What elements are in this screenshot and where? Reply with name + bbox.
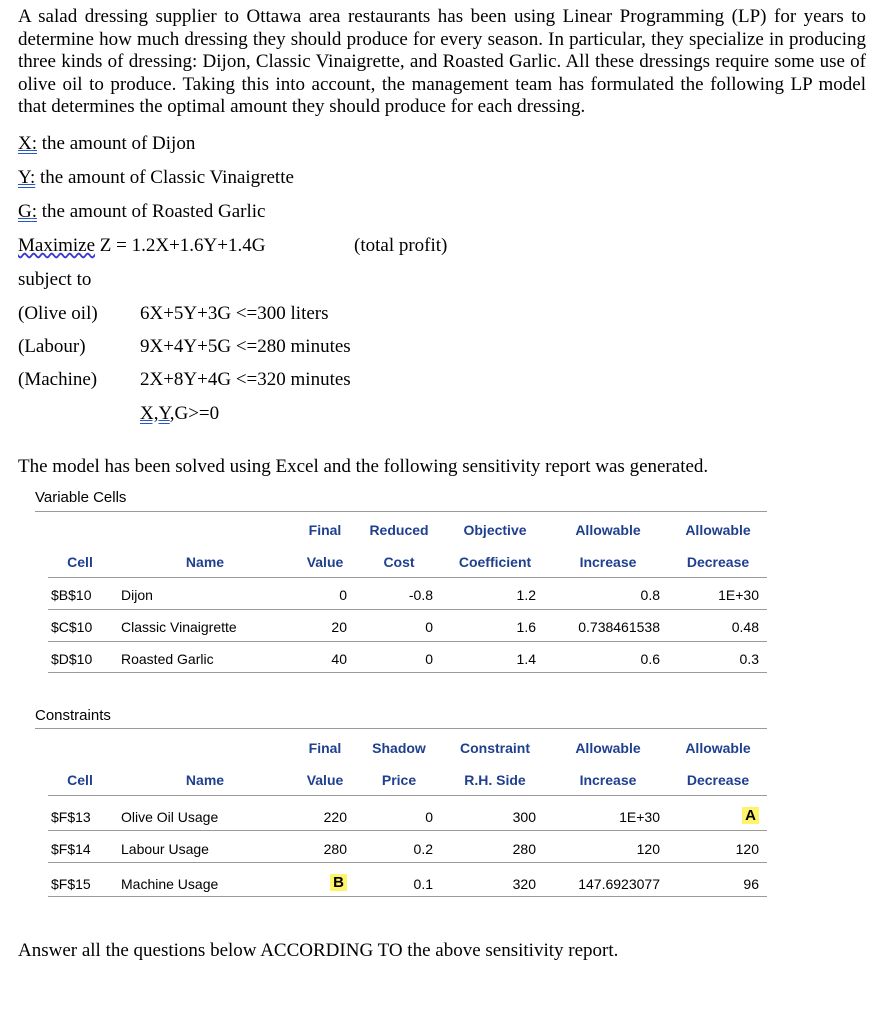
constraint-label: (Olive oil) [18,303,98,324]
final-value: 0 [339,587,347,603]
final-value: 220 [323,809,347,825]
col-header: Cost [383,554,415,570]
col-header: Decrease [686,554,750,570]
table-rule [48,672,767,673]
col-header: Value [306,772,344,788]
table-rule [35,511,767,512]
cell-ref: $C$10 [51,619,93,635]
unknown-a-highlight: A [742,807,759,824]
var-symbol: X: [18,133,38,154]
shadow-price: 0 [425,809,433,825]
col-header: Coefficient [458,554,532,570]
allowable-increase: 0.8 [640,587,660,603]
col-header: Final [308,740,342,756]
table-rule [48,609,767,610]
constraint-expression: 9X+4Y+5G <=280 minutes [140,336,351,357]
cell-name: Olive Oil Usage [121,809,219,825]
col-header: Increase [579,772,637,788]
allowable-increase: 0.738461538 [578,619,660,635]
allowable-increase: 120 [636,841,660,857]
cell-name: Machine Usage [121,876,219,892]
objective-function [18,235,265,257]
solved-text: The model has been solved using Excel and the following sensitivity report was generated. [18,456,709,477]
cell-ref: $D$10 [51,651,93,667]
allowable-increase: 0.6 [640,651,660,667]
cell-ref: $F$13 [51,809,91,825]
var-description: the amount of Dijon [37,133,196,154]
allowable-increase: 1E+30 [619,809,660,825]
constraint-rhs: 300 [512,809,536,825]
col-header: Shadow [372,740,426,756]
col-header: Name [185,554,225,570]
final-value [290,874,347,891]
allowable-increase: 147.6923077 [578,876,660,892]
allowable-decrease [670,807,759,824]
cell-ref: $F$14 [51,841,91,857]
subject-to: subject to [18,269,92,290]
var-def-x [18,133,195,155]
var-symbol: G: [18,201,38,222]
reduced-cost: -0.8 [408,587,433,603]
objective-coefficient: 1.4 [516,651,536,667]
col-header: Cell [67,554,93,570]
col-header: R.H. Side [464,772,526,788]
col-header: Allowable [685,740,751,756]
allowable-decrease: 0.48 [731,619,759,635]
var-def-g [18,201,265,223]
reduced-cost: 0 [425,619,433,635]
table-rule [48,830,767,831]
constraint-rhs: 320 [512,876,536,892]
allowable-decrease: 0.3 [739,651,759,667]
reduced-cost: 0 [425,651,433,667]
constraint-label: (Labour) [18,336,86,357]
unknown-b-highlight: B [330,874,347,891]
allowable-decrease: 1E+30 [718,587,759,603]
constraint-rhs: 280 [512,841,536,857]
cell-name: Classic Vinaigrette [121,619,237,635]
col-header: Allowable [575,522,641,538]
allowable-decrease: 96 [743,876,759,892]
variable-cells-title: Variable Cells [35,489,127,506]
cell-ref: $F$15 [51,876,91,892]
col-header: Value [306,554,344,570]
constraints-title: Constraints [35,707,111,724]
col-header: Increase [579,554,637,570]
nonnegativity-constraint: X,Y,G>=0 [140,403,220,424]
col-header: Allowable [575,740,641,756]
objective-expression: Z = 1.2X+1.6Y+1.4G [95,235,266,256]
var-description: the amount of Classic Vinaigrette [35,167,294,188]
var-description: the amount of Roasted Garlic [37,201,266,222]
table-rule [48,641,767,642]
cell-ref: $B$10 [51,587,92,603]
intro-paragraph: A salad dressing supplier to Ottawa area restaurants has been using Linear Programming (LP) for years to determine how much dressing they should produce for every season. In particular, they specialize in producing three kinds of dressing: Dijon, Classic Vinaigrette, and Roasted Garlic. All these dressings require some use of olive oil to produce. Taking this into account, the management team has formulated the following LP model that determines the optimal amount they should produce for each dressing. [18,6,866,117]
col-header: Allowable [685,522,751,538]
constraint-expression: 6X+5Y+3G <=300 liters [140,303,329,324]
shadow-price: 0.2 [413,841,433,857]
var-symbol: Y: [18,167,36,188]
col-header: Final [308,522,342,538]
objective-coefficient: 1.2 [516,587,536,603]
constraint-label: (Machine) [18,369,98,390]
objective-coefficient: 1.6 [516,619,536,635]
table-rule [35,728,767,729]
col-header: Reduced [369,522,429,538]
cell-name: Roasted Garlic [121,651,214,667]
col-header: Objective [463,522,527,538]
col-header: Name [185,772,225,788]
table-rule [48,896,767,897]
final-value: 280 [323,841,347,857]
final-value: 20 [331,619,347,635]
var-def-y [18,167,294,189]
objective-keyword: Maximize [18,235,96,256]
cell-name: Labour Usage [121,841,209,857]
objective-note: (total profit) [354,235,448,256]
col-header: Price [381,772,417,788]
shadow-price: 0.1 [413,876,433,892]
table-rule [48,577,767,578]
table-rule [48,795,767,796]
constraint-expression: 2X+8Y+4G <=320 minutes [140,369,351,390]
allowable-decrease: 120 [735,841,759,857]
final-value: 40 [331,651,347,667]
table-rule [48,862,767,863]
col-header: Decrease [686,772,750,788]
col-header: Constraint [460,740,530,756]
cell-name: Dijon [121,587,153,603]
col-header: Cell [67,772,93,788]
closing-instruction: Answer all the questions below ACCORDING TO the above sensitivity report. [18,940,619,961]
